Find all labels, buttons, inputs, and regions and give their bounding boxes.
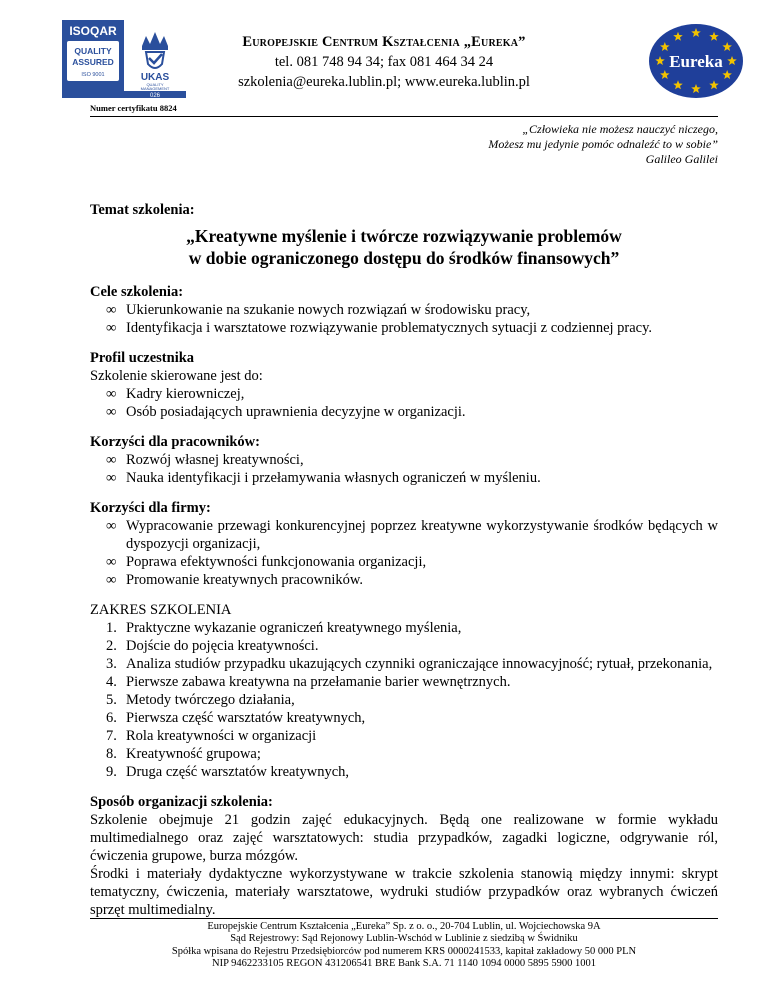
footer-line-3: Spółka wpisana do Rejestru Przedsiębiorców pod numerem KRS 0000241533, kapitał zakładowy 50 000 PLN bbox=[171, 945, 637, 957]
list-item: ∞ Rozwój własnej kreatywności, bbox=[106, 452, 304, 468]
employee-benefits-section bbox=[90, 433, 718, 487]
list-item: 6. Pierwsza część warsztatów kreatywnych, bbox=[106, 710, 366, 726]
infinity-bullet-icon: ∞ bbox=[106, 470, 117, 486]
eureka-logo bbox=[648, 22, 744, 100]
list-item: 9. Druga część warsztatów kreatywnych, bbox=[106, 764, 350, 780]
footer-line-4: NIP 9462233105 REGON 431206541 BRE Bank S.A. 71 1140 1094 0000 5895 5900 1001 bbox=[212, 958, 596, 970]
isoqar-ukas-logo bbox=[62, 20, 186, 98]
footer-line-2: Sąd Rejestrowy: Sąd Rejonowy Lublin-Wschód w Lublinie z siedzibą w Świdniku bbox=[230, 933, 578, 945]
quote-line-2: Możesz mu jedynie pomóc odnaleźć to w sobie” bbox=[488, 137, 718, 151]
list-item: ∞ Wypracowanie przewagi konkurencyjnej poprzez kreatywne wykorzystywanie środków będących w dyspozycji organizacji, bbox=[106, 518, 718, 552]
company-benefits-section bbox=[90, 499, 718, 589]
list-item: 8. Kreatywność grupowa; bbox=[106, 746, 261, 762]
isoqar-standard: ISO 9001 bbox=[81, 72, 105, 78]
organization-heading: Sposób organizacji szkolenia: bbox=[90, 794, 273, 810]
quote-line-1: „Człowieka nie możesz nauczyć niczego, bbox=[522, 122, 718, 136]
scope-heading: ZAKRES SZKOLENIA bbox=[90, 602, 232, 618]
infinity-bullet-icon: ∞ bbox=[106, 554, 117, 570]
company-benefits-heading: Korzyści dla firmy: bbox=[90, 500, 211, 516]
quote-author: Galileo Galilei bbox=[645, 152, 718, 166]
isoqar-line1: QUALITY bbox=[74, 46, 112, 56]
organization-section bbox=[90, 793, 718, 919]
ukas-sub1: QUALITY bbox=[146, 82, 164, 87]
profile-section bbox=[90, 349, 718, 421]
email-website: szkolenia@eureka.lublin.pl; www.eureka.lublin.pl bbox=[238, 74, 530, 90]
organization-paragraph-1: Szkolenie obejmuje 21 godzin zajęć edukacyjnych. Będą one realizowane w formie wykładu multimedialnego oraz zajęć warsztatowych: studia przypadków, zagadki logiczne, odgrywanie ról, ćwiczenia grupowe, burza mózgów. bbox=[90, 812, 718, 864]
profile-heading: Profil uczestnika bbox=[90, 350, 195, 366]
list-item: 1. Praktyczne wykazanie ograniczeń kreatywnego myślenia, bbox=[106, 620, 462, 636]
header-divider bbox=[90, 116, 718, 117]
infinity-bullet-icon: ∞ bbox=[106, 386, 117, 402]
footer-line-1: Europejskie Centrum Kształcenia „Eureka” Sp. z o. o., 20-704 Lublin, ul. Wojciechowska 9A bbox=[207, 921, 601, 932]
list-item: 5. Metody twórczego działania, bbox=[106, 692, 295, 708]
list-item: ∞ Identyfikacja i warsztatowe rozwiązywanie problematycznych sytuacji z codziennej pracy. bbox=[106, 320, 653, 336]
list-item: 3. Analiza studiów przypadku ukazujących czynniki ograniczające innowacyjność; rytuał, przekonania, bbox=[106, 656, 713, 672]
training-title bbox=[90, 225, 718, 269]
employee-benefits-heading: Korzyści dla pracowników: bbox=[90, 434, 260, 450]
quote-block bbox=[388, 122, 718, 167]
header-contact-block bbox=[190, 32, 578, 92]
isoqar-line2: ASSURED bbox=[72, 57, 114, 67]
infinity-bullet-icon: ∞ bbox=[106, 518, 117, 534]
profile-intro: Szkolenie skierowane jest do: bbox=[90, 368, 263, 384]
goals-heading: Cele szkolenia: bbox=[90, 284, 184, 300]
goals-section bbox=[90, 283, 718, 337]
list-item: ∞ Osób posiadających uprawnienia decyzyjne w organizacji. bbox=[106, 404, 466, 420]
list-item: ∞ Nauka identyfikacji i przełamywania własnych ograniczeń w myśleniu. bbox=[106, 470, 541, 486]
topic-heading: Temat szkolenia: bbox=[90, 202, 195, 218]
training-title-line-2: w dobie ograniczonego dostępu do środków finansowych” bbox=[188, 248, 620, 268]
list-item: 2. Dojście do pojęcia kreatywności. bbox=[106, 638, 319, 654]
list-item: ∞ Kadry kierowniczej, bbox=[106, 386, 245, 402]
infinity-bullet-icon: ∞ bbox=[106, 572, 117, 588]
list-item: 7. Rola kreatywności w organizacji bbox=[106, 728, 317, 744]
training-title-line-1: „Kreatywne myślenie i twórcze rozwiązywanie problemów bbox=[186, 226, 622, 246]
footer bbox=[90, 921, 718, 971]
organization-name: Europejskie Centrum Kształcenia „Eureka” bbox=[242, 34, 526, 50]
scope-section bbox=[90, 601, 718, 781]
infinity-bullet-icon: ∞ bbox=[106, 302, 117, 318]
organization-paragraph-2: Środki i materiały dydaktyczne wykorzystywane w trakcie szkolenia stanowią między innymi: skrypt tematyczny, ćwiczenia, materiały warsztatowe, wydruki studiów przypadków oraz wybranych ćwiczeń sprzęt multimedialny. bbox=[90, 866, 718, 918]
infinity-bullet-icon: ∞ bbox=[106, 404, 117, 420]
ukas-brand: UKAS bbox=[140, 72, 170, 83]
certificate-number: Numer certyfikatu 8824 bbox=[90, 103, 177, 113]
document-body bbox=[90, 201, 718, 919]
list-item: 4. Pierwsze zabawa kreatywna na przełamanie barier wewnętrznych. bbox=[106, 674, 511, 690]
infinity-bullet-icon: ∞ bbox=[106, 320, 117, 336]
list-item: ∞ Poprawa efektywności funkcjonowania organizacji, bbox=[106, 554, 427, 570]
footer-divider bbox=[90, 918, 718, 919]
list-item: ∞ Ukierunkowanie na szukanie nowych rozwiązań w środowisku pracy, bbox=[106, 302, 531, 318]
eureka-logo-text: Eureka bbox=[669, 52, 723, 71]
isoqar-brand: ISOQAR bbox=[69, 24, 117, 38]
ukas-number: 026 bbox=[149, 93, 161, 98]
ukas-sub2: MANAGEMENT bbox=[140, 86, 170, 91]
phone-fax: tel. 081 748 94 34; fax 081 464 34 24 bbox=[274, 54, 494, 70]
list-item: ∞ Promowanie kreatywnych pracowników. bbox=[106, 572, 364, 588]
infinity-bullet-icon: ∞ bbox=[106, 452, 117, 468]
